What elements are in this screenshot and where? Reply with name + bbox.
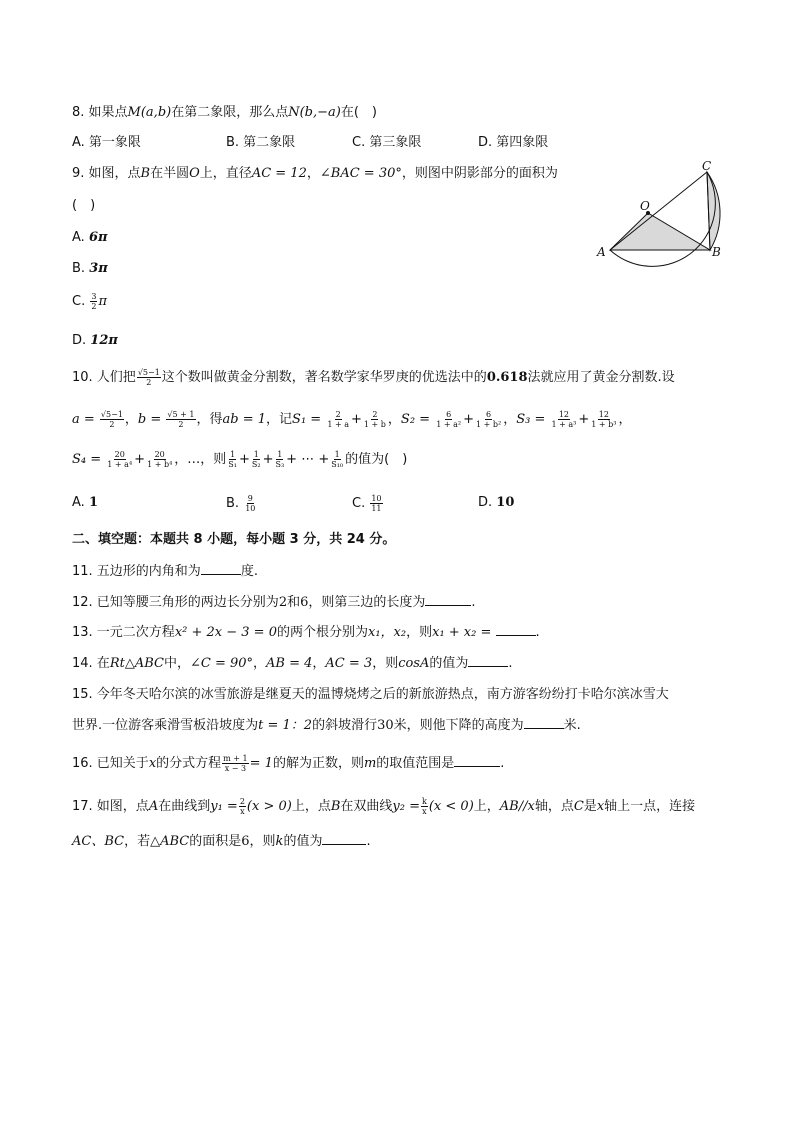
q8-option-d[interactable]: D. 第四象限 xyxy=(478,135,549,150)
q10-option-a[interactable]: A. 1 xyxy=(72,495,98,510)
q9-semicircle-figure xyxy=(590,158,730,288)
label-a: A xyxy=(597,245,606,259)
shaded-triangle-aob xyxy=(610,213,710,250)
section2-title: 二、填空题：本题共 8 小题，每小题 3 分，共 24 分。 xyxy=(72,532,396,547)
label-b: B xyxy=(712,245,721,259)
q8-option-b[interactable]: B. 第二象限 xyxy=(226,135,296,150)
q11-stem: 11. 五边形的内角和为 度. xyxy=(72,564,258,579)
q17-stem-line2: AC、BC，若△ABC的面积是6，则k的值为 . xyxy=(72,834,371,849)
q14-stem: 14. 在Rt△ABC中，∠C = 90°，AB = 4，AC = 3，则cosA的值为 . xyxy=(72,656,513,671)
q12-stem: 12. 已知等腰三角形的两边长分别为2和6，则第三边的长度为 . xyxy=(72,595,476,610)
q16-blank[interactable] xyxy=(454,754,500,767)
q8-stem: 8. 如果点M(a,b)在第二象限，那么点N(b,−a)在( ) xyxy=(72,105,378,120)
q9-option-b[interactable]: B. 3π xyxy=(72,261,108,276)
q8-option-a[interactable]: A. 第一象限 xyxy=(72,135,141,150)
q9-stem: 9. 如图，点B在半圆O上，直径AC = 12，∠BAC = 30°，则图中阴影部分的面积为 xyxy=(72,166,558,181)
q10-option-b[interactable]: B. $\frac{9}{10}$ xyxy=(226,494,256,513)
q10-stem-line2: a = $\frac{√5-1}{2}$ ，b = $\frac{√5 + 1}{2}$ ，得ab = 1，记S₁ = $\frac{2}{1 + a}$ + $\frac{2}{1 + b}$ ，S₂ = $\frac{6}{\text{1 + a²}}$ + $\frac{6}{\text{1 + b²}}$ ，S₃ = $\frac{12}{\text{1 + a³}}$ + $\frac{12}{\text{1 + b³}}$ ， xyxy=(72,410,632,429)
q15-blank[interactable] xyxy=(524,716,564,729)
q9-option-a[interactable]: A. 6π xyxy=(72,230,108,245)
q15-stem-line1: 15. 今年冬天哈尔滨的冰雪旅游是继夏天的温博烧烤之后的新旅游热点，南方游客纷纷打卡哈尔滨冰雪大 xyxy=(72,687,669,702)
q16-stem: 16. 已知关于x的分式方程 $\frac{m + 1}{x - 3}$ = 1的解为正数，则m的取值范围是 . xyxy=(72,754,505,773)
q9-option-d[interactable]: D. 12π xyxy=(72,333,118,348)
label-o: O xyxy=(640,199,650,213)
q14-blank[interactable] xyxy=(468,654,508,667)
q13-blank[interactable] xyxy=(496,623,536,636)
q17-blank[interactable] xyxy=(322,832,366,845)
semicircle-arc xyxy=(610,172,715,266)
q9-paren: ( ) xyxy=(72,198,96,213)
label-c: C xyxy=(702,159,712,173)
q10-stem-line1: 10. 人们把 $\frac{√5-1}{2}$ 这个数叫做黄金分割数，著名数学家华罗庚的优选法中的0.618法就应用了黄金分割数.设 xyxy=(72,368,675,387)
q12-blank[interactable] xyxy=(425,593,471,606)
q10-stem-line3: S₄ = $\frac{20}{\text{1 + a⁴}}$ + $\frac{20}{\text{1 + b⁴}}$ ，…，则 $\frac{1}{\text{S₁}}$ + $\frac{1}{\text{S₂}}$ + $\frac{1}{\text{S₃}}$ + ⋯ + $\frac{1}{\text{S₁₀}}$ 的值为( ) xyxy=(72,450,408,469)
q8-option-c[interactable]: C. 第三象限 xyxy=(352,135,422,150)
q9-option-c[interactable]: C. $\frac{3}{2}$ π xyxy=(72,292,107,311)
q15-stem-line2: 世界.一位游客乘滑雪板沿坡度为t = 1：2的斜坡滑行30米，则他下降的高度为 米. xyxy=(72,718,581,733)
q10-option-d[interactable]: D. 10 xyxy=(478,495,515,510)
q11-blank[interactable] xyxy=(201,562,241,575)
q10-option-c[interactable]: C. $\frac{10}{11}$ xyxy=(352,494,382,513)
q13-stem: 13. 一元二次方程x² + 2x − 3 = 0的两个根分别为x₁，x₂，则x₁ + x₂ = . xyxy=(72,625,540,640)
q17-stem-line1: 17. 如图，点A在曲线到y₁ = $\frac{2}{x}$ (x > 0)上，点B在双曲线y₂ = $\frac{k}{x}$ (x < 0)上，AB//x轴，点C是x轴上一点，连接 xyxy=(72,797,696,816)
